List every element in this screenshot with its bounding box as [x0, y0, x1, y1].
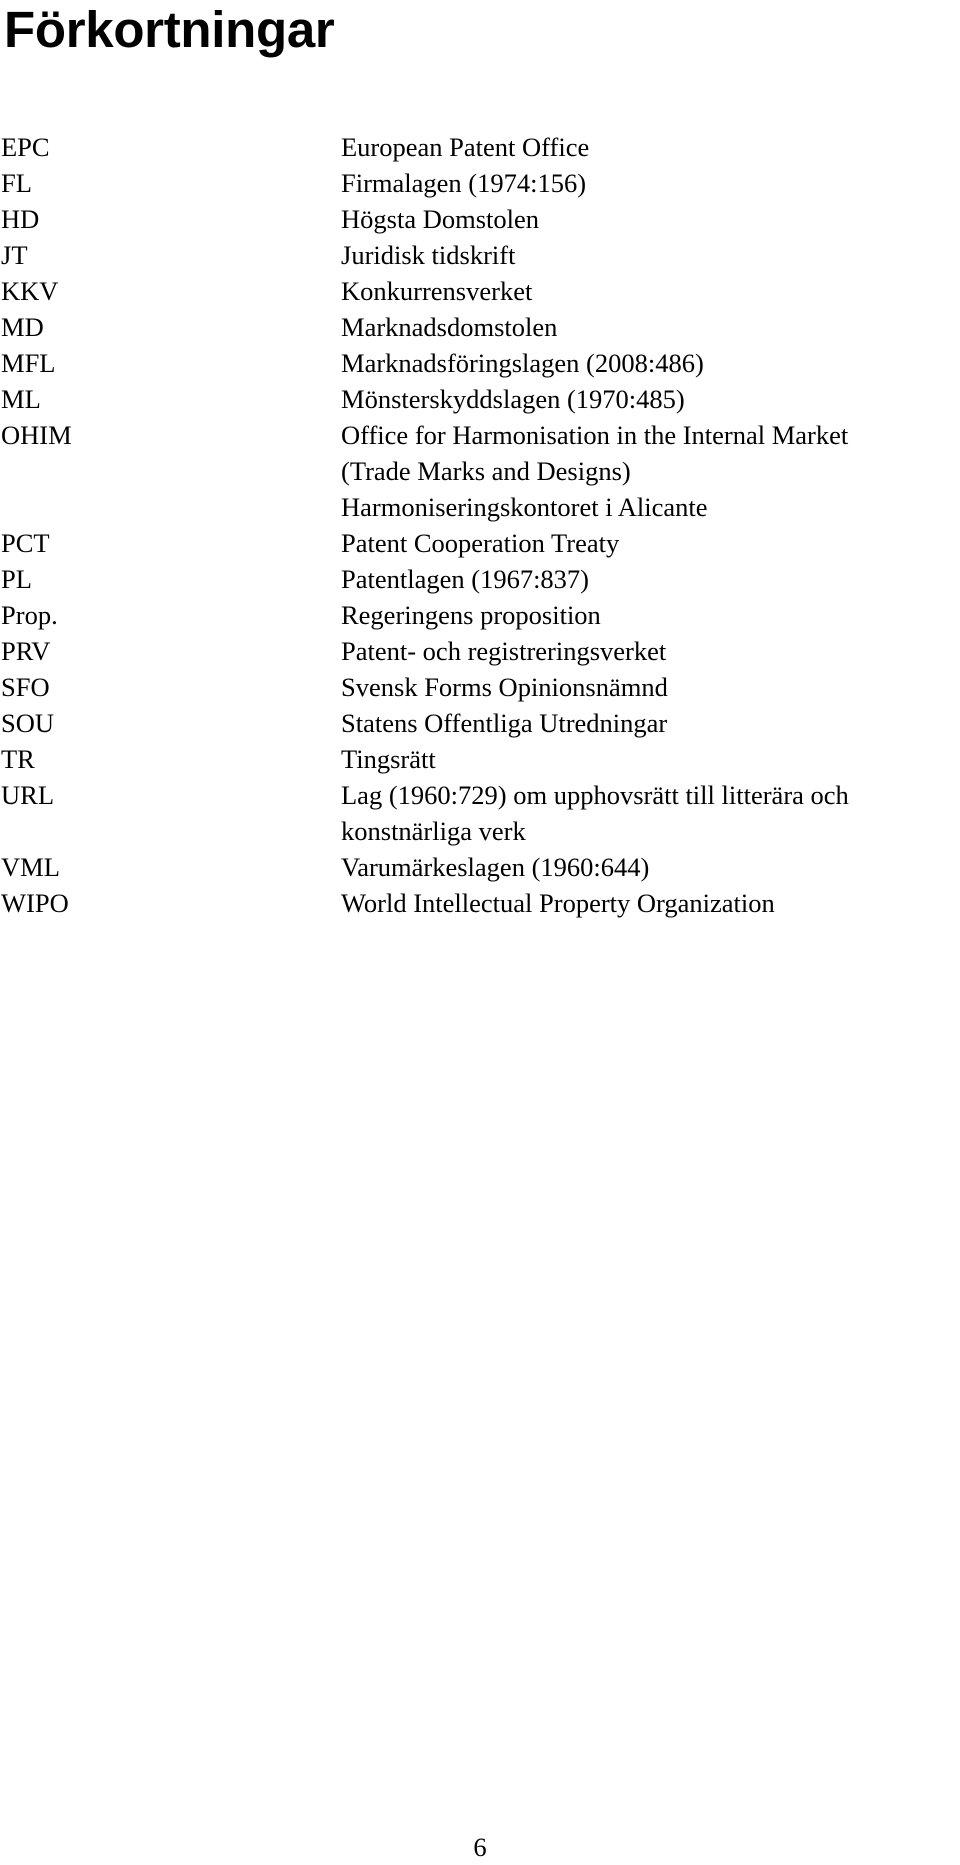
- definition-line: Statens Offentliga Utredningar: [341, 708, 668, 738]
- definition-line: Regeringens proposition: [341, 600, 601, 630]
- abbreviation-row: [0, 633, 960, 669]
- abbreviation-term: PRV: [1, 636, 51, 666]
- abbreviation-term: PL: [1, 564, 32, 594]
- abbreviation-list: [0, 129, 960, 921]
- abbreviation-term: HD: [1, 204, 40, 234]
- definition-line: Mönsterskyddslagen (1970:485): [341, 384, 685, 414]
- abbreviation-definition: [341, 561, 960, 597]
- definition-line: Högsta Domstolen: [341, 204, 539, 234]
- abbreviation-term: OHIM: [1, 420, 72, 450]
- abbreviation-row: [0, 705, 960, 741]
- definition-line: Harmoniseringskontoret i Alicante: [341, 492, 708, 522]
- abbreviation-definition: [341, 417, 960, 525]
- abbreviation-term: MD: [1, 312, 44, 342]
- abbreviation-row: [0, 525, 960, 561]
- abbreviation-term: EPC: [1, 132, 50, 162]
- abbreviation-term: MFL: [1, 348, 56, 378]
- definition-line: Tingsrätt: [341, 744, 436, 774]
- abbreviation-row: [0, 741, 960, 777]
- abbreviation-row: [0, 849, 960, 885]
- abbreviation-term: ML: [1, 384, 41, 414]
- abbreviation-row: [0, 417, 960, 525]
- abbreviation-term: KKV: [1, 276, 59, 306]
- abbreviation-row: [0, 669, 960, 705]
- definition-line: World Intellectual Property Organization: [341, 888, 775, 918]
- definition-line: Patentlagen (1967:837): [341, 564, 590, 594]
- abbreviation-row: [0, 777, 960, 849]
- abbreviation-term: TR: [1, 744, 35, 774]
- abbreviation-definition: [341, 201, 960, 237]
- definition-line: Lag (1960:729) om upphovsrätt till litterära och: [341, 780, 849, 810]
- definition-line: Konkurrensverket: [341, 276, 533, 306]
- abbreviation-row: [0, 381, 960, 417]
- abbreviation-definition: [341, 777, 960, 849]
- abbreviation-definition: [341, 345, 960, 381]
- abbreviation-term: Prop.: [1, 600, 58, 630]
- abbreviation-definition: [341, 885, 960, 921]
- abbreviation-term: URL: [1, 780, 54, 810]
- abbreviation-term: PCT: [1, 528, 50, 558]
- abbreviation-definition: [341, 237, 960, 273]
- abbreviation-row: [0, 885, 960, 921]
- abbreviation-row: [0, 273, 960, 309]
- abbreviation-term: SFO: [1, 672, 50, 702]
- abbreviation-term: VML: [1, 852, 60, 882]
- abbreviation-definition: [341, 741, 960, 777]
- definition-line: European Patent Office: [341, 132, 590, 162]
- definition-line: Patent- och registreringsverket: [341, 636, 667, 666]
- abbreviation-term: FL: [1, 168, 32, 198]
- definition-line: (Trade Marks and Designs): [341, 456, 631, 486]
- abbreviation-row: [0, 309, 960, 345]
- abbreviation-definition: [341, 849, 960, 885]
- definition-line: Juridisk tidskrift: [341, 240, 516, 270]
- abbreviation-term: WIPO: [1, 888, 69, 918]
- abbreviation-definition: [341, 381, 960, 417]
- abbreviation-row: [0, 345, 960, 381]
- abbreviation-row: [0, 597, 960, 633]
- abbreviation-term: SOU: [1, 708, 55, 738]
- abbreviation-definition: [341, 525, 960, 561]
- abbreviation-row: [0, 129, 960, 165]
- definition-line: Firmalagen (1974:156): [341, 168, 587, 198]
- abbreviation-definition: [341, 309, 960, 345]
- definition-line: Patent Cooperation Treaty: [341, 528, 620, 558]
- abbreviation-definition: [341, 633, 960, 669]
- abbreviation-term: JT: [1, 240, 28, 270]
- definition-line: Office for Harmonisation in the Internal Market: [341, 420, 849, 450]
- page-number: 6: [473, 1832, 487, 1862]
- definition-line: konstnärliga verk: [341, 816, 526, 846]
- abbreviation-row: [0, 201, 960, 237]
- abbreviation-definition: [341, 165, 960, 201]
- definition-line: Marknadsdomstolen: [341, 312, 558, 342]
- abbreviation-definition: [341, 129, 960, 165]
- abbreviation-row: [0, 237, 960, 273]
- definition-line: Svensk Forms Opinionsnämnd: [341, 672, 668, 702]
- page-title: Förkortningar: [4, 1, 335, 58]
- abbreviation-definition: [341, 597, 960, 633]
- abbreviation-row: [0, 165, 960, 201]
- definition-line: Varumärkeslagen (1960:644): [341, 852, 650, 882]
- abbreviation-definition: [341, 705, 960, 741]
- abbreviation-row: [0, 561, 960, 597]
- definition-line: Marknadsföringslagen (2008:486): [341, 348, 704, 378]
- abbreviation-definition: [341, 669, 960, 705]
- abbreviation-definition: [341, 273, 960, 309]
